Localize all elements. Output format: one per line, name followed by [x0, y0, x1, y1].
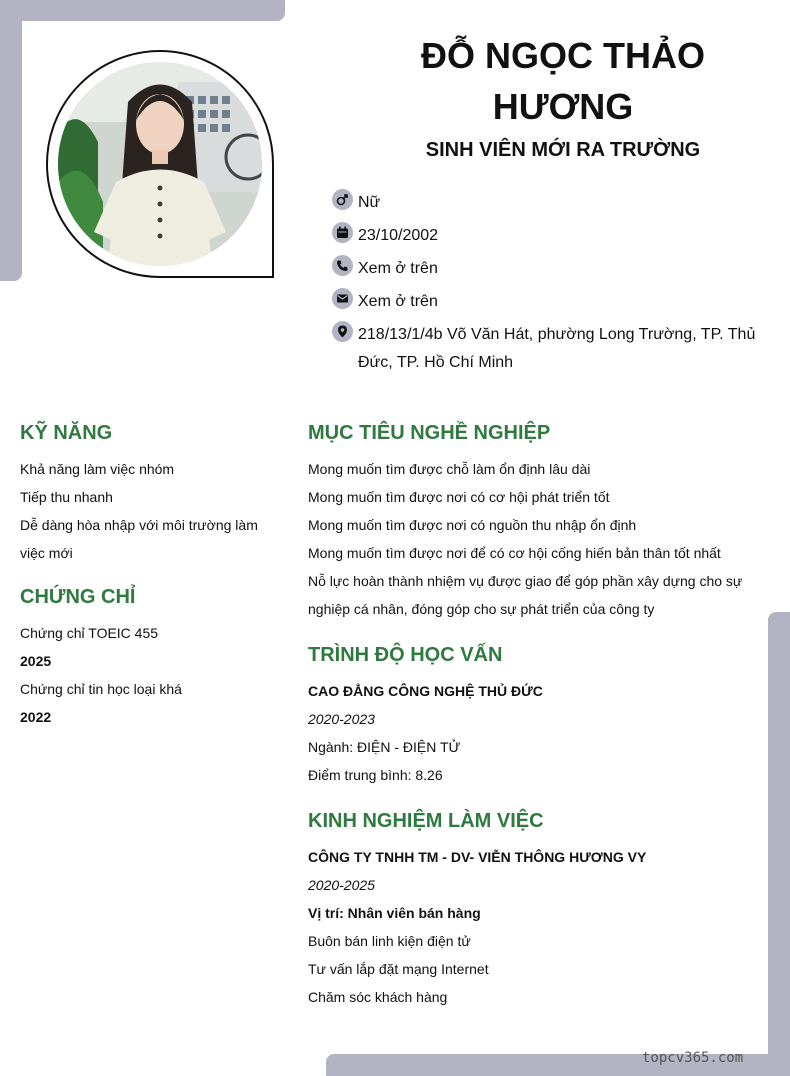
education-school: CAO ĐẲNG CÔNG NGHỆ THỦ ĐỨC [308, 683, 543, 699]
decor-bar-left [0, 0, 22, 281]
profile-photo [58, 62, 262, 266]
experience-task: Tư vấn lắp đặt mạng Internet [308, 961, 489, 977]
experience-task: Buôn bán linh kiện điện tử [308, 933, 471, 949]
candidate-name: ĐỖ NGỌC THẢO HƯƠNG [421, 35, 705, 127]
education-gpa: Điểm trung bình: 8.26 [308, 767, 443, 783]
objective-item: Nỗ lực hoàn thành nhiệm vụ được giao để góp phần xây dựng cho sự nghiệp cá nhân, đóng góp cho sự phát triển của công ty [308, 573, 743, 617]
certificates-title: CHỨNG CHỈ [20, 586, 136, 608]
education-period: 2020-2023 [308, 711, 375, 727]
gender-icon [332, 189, 353, 210]
experience-period: 2020-2025 [308, 877, 375, 893]
skill-item: Khả năng làm việc nhóm [20, 461, 175, 477]
skill-item: Tiếp thu nhanh [20, 489, 113, 505]
info-phone-text: Xem ở trên [358, 260, 438, 277]
info-address [332, 321, 772, 377]
education-title: TRÌNH ĐỘ HỌC VẤN [308, 644, 503, 666]
experience-task: Chăm sóc khách hàng [308, 989, 448, 1005]
certificate-year: 2025 [20, 653, 52, 669]
experience-position: Vị trí: Nhân viên bán hàng [308, 905, 481, 921]
info-email-text: Xem ở trên [358, 293, 438, 310]
objective-item: Mong muốn tìm được nơi để có cơ hội cống hiến bản thân tốt nhất [308, 545, 721, 561]
objective-title: MỤC TIÊU NGHỀ NGHIỆP [308, 422, 551, 444]
decor-bar-right [768, 612, 790, 1076]
objective-item: Mong muốn tìm được nơi có nguồn thu nhập ổn định [308, 517, 637, 533]
phone-icon [332, 255, 353, 276]
skill-item: Dễ dàng hòa nhập với môi trường làm việc mới [20, 517, 258, 561]
location-icon [332, 321, 353, 342]
certificate-year: 2022 [20, 709, 52, 725]
certificate-name: Chứng chỉ TOEIC 455 [20, 625, 159, 641]
skills-title: KỸ NĂNG [20, 422, 113, 444]
info-gender-text: Nữ [358, 194, 381, 211]
decor-bar-top [0, 0, 285, 21]
info-email [332, 288, 772, 316]
info-gender [332, 189, 772, 217]
objective-item: Mong muốn tìm được chỗ làm ổn định lâu dài [308, 461, 591, 477]
education-major: Ngành: ĐIỆN - ĐIỆN TỬ [308, 739, 461, 755]
email-icon [332, 288, 353, 309]
objective-item: Mong muốn tìm được nơi có cơ hội phát triển tốt [308, 489, 610, 505]
watermark: topcv365.com [642, 1050, 744, 1066]
calendar-icon [332, 222, 353, 243]
certificate-name: Chứng chỉ tin học loại khá [20, 681, 182, 697]
experience-company: CÔNG TY TNHH TM - DV- VIỄN THÔNG HƯƠNG VY [308, 849, 647, 865]
info-birthday [332, 222, 772, 250]
experience-title: KINH NGHIỆM LÀM VIỆC [308, 810, 544, 832]
info-birthday-text: 23/10/2002 [358, 227, 439, 244]
candidate-role: SINH VIÊN MỚI RA TRƯỜNG [425, 139, 701, 161]
info-address-text: 218/13/1/4b Võ Văn Hát, phường Long Trường, TP. Thủ Đức, TP. Hồ Chí Minh [358, 326, 756, 371]
info-phone [332, 255, 772, 283]
